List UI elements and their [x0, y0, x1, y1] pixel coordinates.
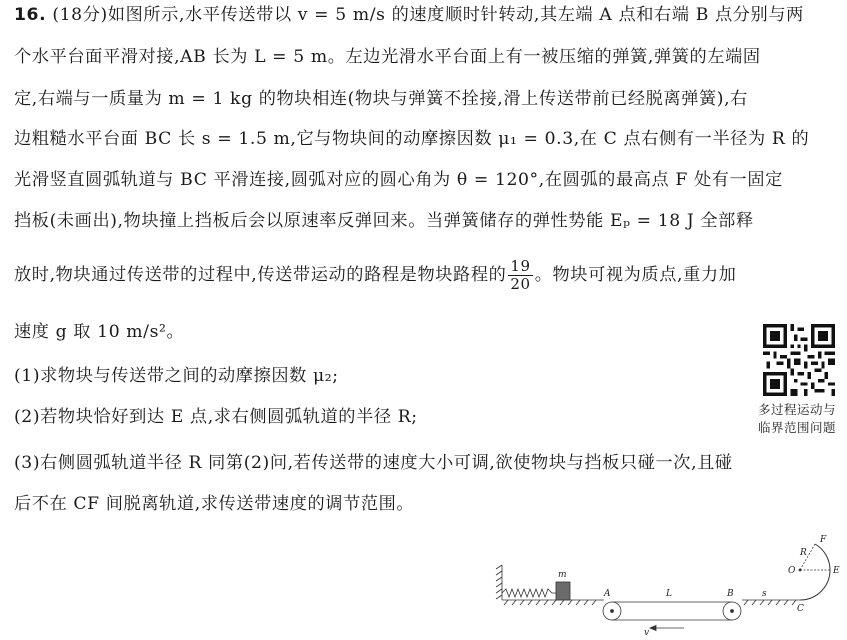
velocity-label: v — [644, 628, 650, 638]
problem-line-4: 边粗糙水平台面 BC 长 s = 1.5 m,它与物块间的动摩擦因数 μ₁ = 0.3,在 C 点右侧有一半径为 R 的 — [14, 129, 810, 149]
qr-caption-line-2: 临界范围问题 — [757, 420, 836, 435]
problem-line-8: 速度 g 取 10 m/s²。 — [14, 322, 185, 342]
problem-line-5: 光滑竖直圆弧轨道与 BC 平滑连接,圆弧对应的圆心角为 θ = 120°,在圆弧的最高点 F 处有一固定 — [14, 170, 783, 190]
problem-line-6: 挡板(未画出),物块撞上挡板后会以原速率反弹回来。当弹簧储存的弹性势能 Eₚ = 18 J 全部释 — [14, 211, 754, 231]
problem-text: (18分)如图所示,水平传送带以 v = 5 m/s 的速度顺时针转动,其左端 A 点和右端 B 点分别与两 — [52, 5, 804, 25]
question-3-line-2: 后不在 CF 间脱离轨道,求传送带速度的调节范围。 — [14, 494, 415, 514]
left-platform — [502, 600, 604, 605]
problem-line-2: 个水平台面平滑对接,AB 长为 L = 5 m。左边光滑水平台面上有一被压缩的弹簧,弹簧的左端固 — [14, 47, 761, 67]
left-wall — [496, 565, 502, 600]
radius-r-label: R — [800, 548, 807, 558]
question-1: (1)求物块与传送带之间的动摩擦因数 μ₂; — [14, 366, 339, 386]
question-2: (2)若物块恰好到达 E 点,求右侧圆弧轨道的半径 R; — [14, 407, 418, 427]
fraction-numerator: 19 — [510, 257, 531, 275]
physics-diagram — [494, 525, 847, 640]
qr-caption-line-1: 多过程运动与 — [757, 402, 836, 417]
mass-label: m — [558, 570, 567, 580]
point-a-label: A — [604, 589, 611, 599]
problem-line-1 — [14, 3, 804, 27]
qr-caption — [752, 401, 842, 437]
qr-code[interactable] — [763, 324, 835, 396]
point-c-label: C — [797, 604, 804, 614]
conveyor-belt — [603, 602, 741, 620]
center-o-label: O — [788, 566, 796, 576]
point-b-label: B — [727, 589, 734, 599]
right-platform — [742, 600, 800, 605]
problem-line-7 — [14, 258, 736, 293]
point-e-label: E — [833, 566, 840, 576]
velocity-arrow — [650, 626, 684, 631]
problem-number: 16. — [14, 5, 47, 25]
problem-line-3: 定,右端与一质量为 m = 1 kg 的物块相连(物块与弹簧不拴接,滑上传送带前已经脱离弹簧),右 — [14, 89, 748, 109]
spring — [502, 589, 556, 597]
distance-s-label: s — [762, 589, 767, 599]
block — [556, 582, 570, 600]
question-3-line-1: (3)右侧圆弧轨道半径 R 同第(2)问,若传送带的速度大小可调,欲使物块与挡板只碰一次,且碰 — [14, 453, 733, 473]
fraction-denominator: 20 — [510, 275, 531, 293]
line7-text-after: 。物块可视为质点,重力加 — [534, 265, 737, 285]
fraction — [508, 258, 532, 293]
line7-text-before: 放时,物块通过传送带的过程中,传送带运动的路程是物块路程的 — [14, 265, 507, 285]
point-f-label: F — [820, 535, 827, 545]
length-l-label: L — [666, 589, 672, 599]
